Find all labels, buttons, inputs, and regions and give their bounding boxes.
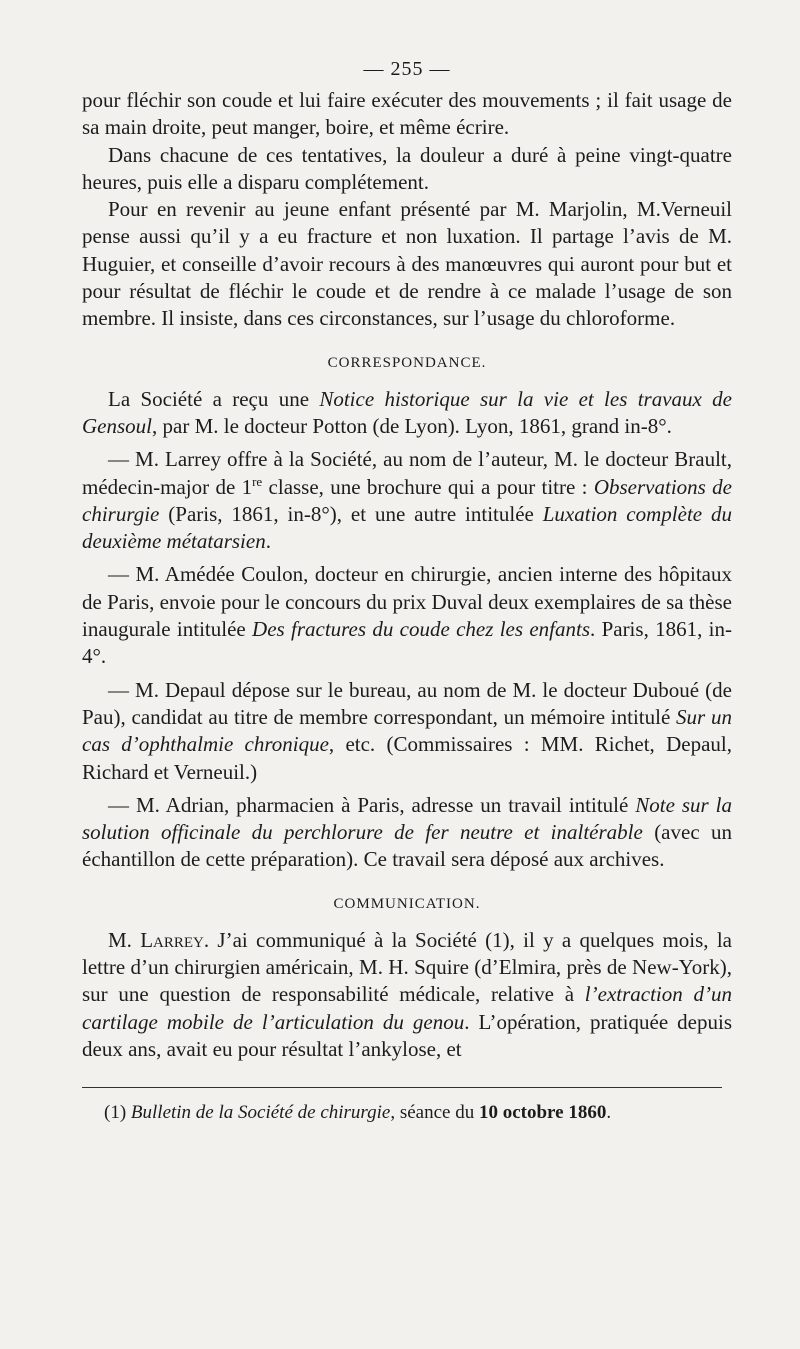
paragraph: pour fléchir son coude et lui faire exécuter des mouvements ; il fait usage de sa main droite, peut manger, boire, et même écrire. [82,88,732,140]
section-heading-correspondance: CORRESPONDANCE. [327,354,487,371]
body-text [82,87,732,1063]
speaker-name: M. Larrey. [108,927,210,952]
correspondence-item: — M. Larrey offre à la Société, au nom de l’auteur, M. le docteur Brault, médecin-major de 1re classe, une brochure qui a pour titre : Observations de chirurgie (Paris, 1861, in-8°), et une autre intitulée Luxation complète du deuxième métatarsien. [82,447,732,554]
correspondence-item: — M. Amédée Coulon, docteur en chirurgie, ancien interne des hôpitaux de Paris, envoie pour le concours du prix Duval deux exemplaires de sa thèse inaugurale intitulée Des fractures du coude chez les enfants. Paris, 1861, in-4°. [82,562,732,669]
footnote: (1) Bulletin de la Société de chirurgie, séance du 10 octobre 1860. [104,1102,612,1124]
section-heading-communication: COMMUNICATION. [333,895,481,912]
correspondence-item: — M. Adrian, pharmacien à Paris, adresse un travail intitulé Note sur la solution officinale du perchlorure de fer neutre et inaltérable (avec un échantillon de cette préparation). Ce travail sera déposé aux archives. [82,792,733,872]
footnote-rule [82,1087,722,1088]
correspondence-item: La Société a reçu une Notice historique sur la vie et les travaux de Gensoul, par M. le docteur Potton (de Lyon). Lyon, 1861, grand in-8°. [82,386,732,438]
paragraph: Dans chacune de ces tentatives, la douleur a duré à peine vingt-quatre heures, puis elle a disparu complétement. [82,142,732,194]
paragraph: Pour en revenir au jeune enfant présenté par M. Marjolin, M.Verneuil pense aussi qu’il y a eu fracture et non luxation. Il partage l’avis de M. Huguier, et conseille d’avoir recours à des manœuvres qui auront pour but et pour résultat de fléchir le coude et de rendre à ce malade l’usage de son membre. Il insiste, dans ces circonstances, sur l’usage du chloroforme. [82,197,732,331]
page-number: — 255 — [363,58,451,80]
correspondence-item: — M. Depaul dépose sur le bureau, au nom de M. le docteur Duboué (de Pau), candidat au titre de membre correspondant, un mémoire intitulé Sur un cas d’ophthalmie chronique, etc. (Commissaires : MM. Richet, Depaul, Richard et Verneuil.) [82,677,732,784]
communication-paragraph: M. Larrey. J’ai communiqué à la Société (1), il y a quelques mois, la lettre d’un chirurgien américain, M. H. Squire (d’Elmira, près de New-York), sur une question de responsabilité médicale, relative à l’extraction d’un cartilage mobile de l’articulation du genou. L’opération, pratiquée depuis deux ans, avait eu pour résultat l’ankylose, et [82,927,733,1061]
